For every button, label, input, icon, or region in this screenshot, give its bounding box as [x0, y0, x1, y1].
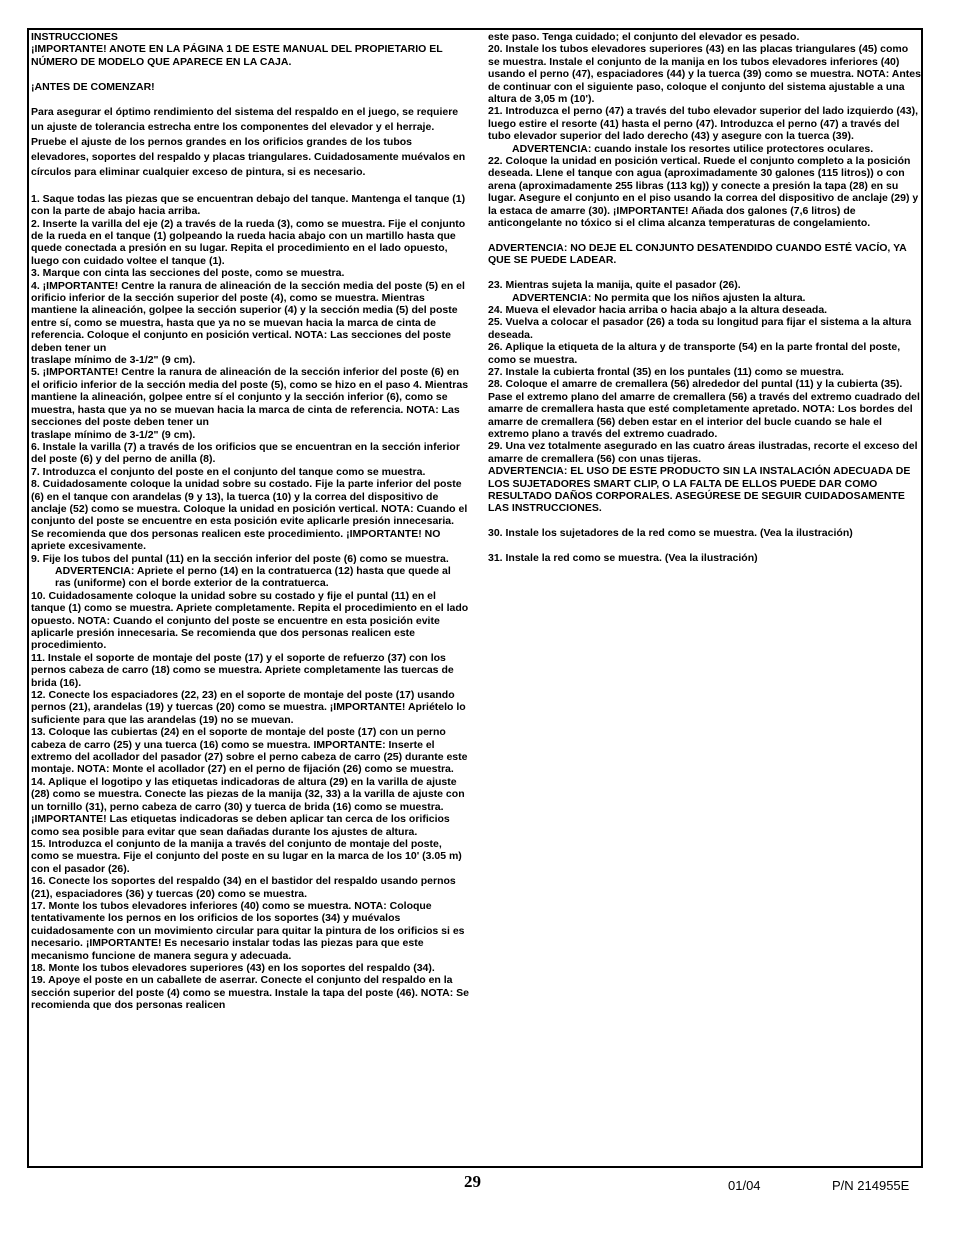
- step: 5. ¡IMPORTANTE! Centre la ranura de alineación de la sección inferior del poste (6) en el orificio inferior de la sección media del poste (5), como se hizo en el paso 4. Mientras mantiene la alineación, golpee entre sí el conjunto y la sección inferior (6), como se muestra, hasta que ya no se muevan hacia la marca de cinta de referencia. NOTA: Las secciones del poste deben tener un: [31, 366, 469, 429]
- before-begin-heading: ¡ANTES DE COMENZAR!: [31, 80, 155, 93]
- step: 19. Apoye el poste en un caballete de aserrar. Conecte el conjunto del respaldo en la sección superior del poste (4) como se muestra. Instale la tapa del poste (46). NOTA: Se recomienda que dos personas realicen: [31, 974, 470, 1012]
- step: traslape mínimo de 3-1/2" (9 cm).: [31, 354, 196, 367]
- important-model-note: ¡IMPORTANTE! ANOTE EN LA PÁGINA 1 DE ESTE MANUAL DEL PROPIETARIO EL NÚMERO DE MODELO QUE APARECE EN LA CAJA.: [31, 43, 443, 68]
- step: 30. Instale los sujetadores de la red como se muestra. (Vea la ilustración): [488, 527, 853, 540]
- warning-text: ADVERTENCIA: cuando instale los resortes utilice protectores oculares.: [512, 142, 874, 155]
- warning-text: ADVERTENCIA: Apriete el perno (14) en la contratuerca (12) hasta que quede al ras (uniforme) con el borde exterior de la contratuerca.: [55, 564, 451, 590]
- step: 3. Marque con cinta las secciones del poste, como se muestra.: [31, 267, 345, 280]
- smartclip-warning: ADVERTENCIA: EL USO DE ESTE PRODUCTO SIN LA INSTALACIÓN ADECUADA DE LOS SUJETADORES SMART CLIP, O LA FALTA DE ELLOS PUEDE DAR COMO RESULTADO DAÑOS CORPORALES. ASEGÚRESE DE SEGUIR CUIDADOSAMENTE LAS INSTRUCCIONES.: [488, 465, 911, 515]
- step: 1. Saque todas las piezas que se encuentran debajo del tanque. Mantenga el tanque (1) con la parte de abajo hacia arriba.: [31, 192, 466, 218]
- revision-date: 01/04: [728, 1178, 761, 1193]
- intro-paragraph: Para asegurar el óptimo rendimiento del sistema del respaldo en el juego, se requiere un ajuste de tolerancia estrecha entre los componentes del elevador y el herraje. Pruebe el ajuste de los pernos grandes en los orificios grandes de los tubos elevadores, soportes del respaldo y placas triangulares. Cuidadosamente muévalos en círculos para eliminar cualquier exceso de pintura, si es necesario.: [31, 106, 466, 179]
- step: traslape mínimo de 3-1/2" (9 cm).: [31, 428, 196, 441]
- step: 7. Introduzca el conjunto del poste en el conjunto del tanque como se muestra.: [31, 465, 426, 478]
- step: 25. Vuelva a colocar el pasador (26) a toda su longitud para fijar el sistema a la altura deseada.: [488, 316, 912, 341]
- step: 27. Instale la cubierta frontal (35) en los puntales (11) como se muestra.: [488, 365, 844, 378]
- step: 17. Monte los tubos elevadores inferiores (40) como se muestra. NOTA: Coloque tentativamente los pernos en los orificios de los soportes (34) y muévalos cuidadosamente con un movimiento circular para quitar la pintura de los orificios si es necesario. ¡IMPORTANTE! Es necesario instalar todas las piezas para que este mecanismo funcione de manera segura y adecuada.: [31, 899, 465, 962]
- part-number: P/N 214955E: [832, 1178, 910, 1193]
- step: 31. Instale la red como se muestra. (Vea la ilustración): [488, 552, 758, 564]
- step: 16. Conecte los soportes del respaldo (34) en el bastidor del respaldo usando pernos (21), espaciadores (36) y tuercas (20) como se muestra.: [31, 875, 456, 900]
- step: 4. ¡IMPORTANTE! Centre la ranura de alineación de la sección media del poste (5) en el orificio inferior de la sección superior del poste (4), como se muestra. Mientras mantiene la alineación, golpee la sección superior (4) y la sección media (5) del poste entre sí, como se muestra, hasta que ya no se muevan hacia la marca de cinta de referencia. Coloque el conjunto en posición vertical. NOTA: Las secciones del poste deben tener un: [31, 279, 465, 354]
- step: 11. Instale el soporte de montaje del poste (17) y el soporte de refuerzo (37) con los pernos cabeza de carro (18) como se muestra. Apriete completamente las tuercas de brida (16).: [31, 651, 454, 689]
- warning-text: ADVERTENCIA: No permita que los niños ajusten la altura.: [512, 291, 806, 304]
- left-column: [31, 31, 469, 1012]
- step: 12. Conecte los espaciadores (22, 23) en el soporte de montaje del poste (17) usando pernos (21), arandelas (19) y tuercas (20) como se muestra. ¡IMPORTANTE! Apriételo lo suficiente para que las arandelas (19) no se muevan.: [31, 689, 466, 726]
- step: 14. Aplique el logotipo y las etiquetas indicadoras de altura (29) en la varilla de ajuste (28) como se muestra. Conecte las piezas de la manija (32, 33) a la varilla de ajuste con un tornillo (31), perno cabeza de carro (30) y tuerca de brida (16) como se muestra. ¡IMPORTANTE! Las etiquetas indicadoras se deben aplicar tan cerca de los orificios como sea posible para evitar que sean dañadas durante los ajustes de altura.: [31, 775, 465, 838]
- step: 20. Instale los tubos elevadores superiores (43) en las placas triangulares (45) como se muestra. Instale el conjunto de la manija en los tubos elevadores inferiores (40) usando el perno (47), espaciadores (44) y la tuerca (39) como se muestra. NOTA: Antes de continuar con el siguiente paso, coloque el conjunto del sistema ajustable a una altura de 3,05 m (10').: [488, 43, 921, 106]
- unattended-warning: ADVERTENCIA: NO DEJE EL CONJUNTO DESATENDIDO CUANDO ESTÉ VACÍO, YA QUE SE PUEDE LADEAR.: [488, 241, 907, 267]
- step-continuation: este paso. Tenga cuidado; el conjunto del elevador es pesado.: [488, 31, 800, 43]
- step: 9. Fije los tubos del puntal (11) en la sección inferior del poste (6) como se muestra.: [31, 552, 449, 565]
- step: 22. Coloque la unidad en posición vertical. Ruede el conjunto completo a la posición deseada. Llene el tanque con agua (aproximadamente 30 galones (115 litros)) o con arena (aproximadamente 255 libras (113 kg)) y conecte a presión la tapa (28) en su lugar. Asegure el conjunto en el piso usando la correa del dispositivo de anclaje (29) y la estaca de amarre (30). ¡IMPORTANTE! Añada dos galones (7,6 litros) de anticongelante no tóxico si el clima alcanza temperaturas de congelamiento.: [488, 155, 919, 230]
- step: 13. Coloque las cubiertas (24) en el soporte de montaje del poste (17) con un perno cabeza de carro (25) y una tuerca (16) como se muestra. IMPORTANTE: Inserte el extremo del acollador del pasador (27) sobre el perno cabeza de carro (25) durante este montaje. NOTA: Monte el acollador (27) en el perno de fijación (26) como se muestra.: [31, 726, 468, 776]
- step: 2. Inserte la varilla del eje (2) a través de la rueda (3), como se muestra. Fije el conjunto de la rueda en el tanque (1) golpeando la rueda hacia abajo con un martillo hasta que quede conectada a presión en su lugar. Repita el procedimiento en el lado opuesto, luego con cuidado voltee el tanque (1).: [31, 217, 466, 267]
- right-column: [488, 31, 922, 564]
- step: 23. Mientras sujeta la manija, quite el pasador (26).: [488, 279, 741, 292]
- instructions-header: INSTRUCCIONES: [31, 31, 118, 43]
- step: 10. Cuidadosamente coloque la unidad sobre su costado y fije el puntal (11) en el tanque (1) como se muestra. Apriete completamente. Repita el procedimiento en el lado opuesto. NOTA: Cuando el conjunto del poste se encuentre en esta posición evite aplicarle presión innecesaria. Se recomienda que dos personas realicen este procedimiento.: [31, 589, 469, 652]
- step: 21. Introduzca el perno (47) a través del tubo elevador superior del lado izquierdo (43), luego estire el resorte (41) hasta el perno (47). Introduzca el perno (47) a través del tubo elevador superior del lado derecho (43) y asegure con la tuerca (39).: [488, 105, 919, 143]
- step: 24. Mueva el elevador hacia arriba o hacia abajo a la altura deseada.: [488, 303, 828, 316]
- step: 8. Cuidadosamente coloque la unidad sobre su costado. Fije la parte inferior del poste (6) en el tanque con arandelas (9 y 13), la tuerca (10) y la correa del dispositivo de anclaje (52) como se muestra. Coloque la unidad en posición vertical. NOTA: Cuando el conjunto del poste se encuentre en esta posición evite aplicarle presión innecesaria. Se recomienda que dos personas realicen este procedimiento. ¡IMPORTANTE! NO apriete excesivamente.: [31, 478, 468, 553]
- step: 26. Aplique la etiqueta de la altura y de transporte (54) en la parte frontal del poste, como se muestra.: [488, 341, 901, 366]
- step: 18. Monte los tubos elevadores superiores (43) en los soportes del respaldo (34).: [31, 961, 435, 974]
- page-number: 29: [464, 1172, 481, 1191]
- step: 28. Coloque el amarre de cremallera (56) alrededor del puntal (11) y la cubierta (35). Pase el extremo plano del amarre de cremallera (56) a través del extremo cuadrado del amarre de cremallera hasta que esté completamente apretado. NOTA: Los bordes del amarre de cremallera (56) deben estar en el interior del bucle cuando se hale el extremo plano a través del extremo cuadrado.: [488, 378, 920, 440]
- step: 29. Una vez totalmente asegurado en las cuatro áreas ilustradas, recorte el exceso del amarre de cremallera (56) con unas tijeras.: [488, 440, 918, 465]
- step: 15. Introduzca el conjunto de la manija a través del conjunto de montaje del poste, como se muestra. Fije el conjunto del poste en su lugar en la marca de los 10' (3.05 m) con el pasador (26).: [31, 837, 462, 875]
- step: 6. Instale la varilla (7) a través de los orificios que se encuentran en la sección inferior del poste (6) y del perno de anilla (8).: [31, 440, 460, 466]
